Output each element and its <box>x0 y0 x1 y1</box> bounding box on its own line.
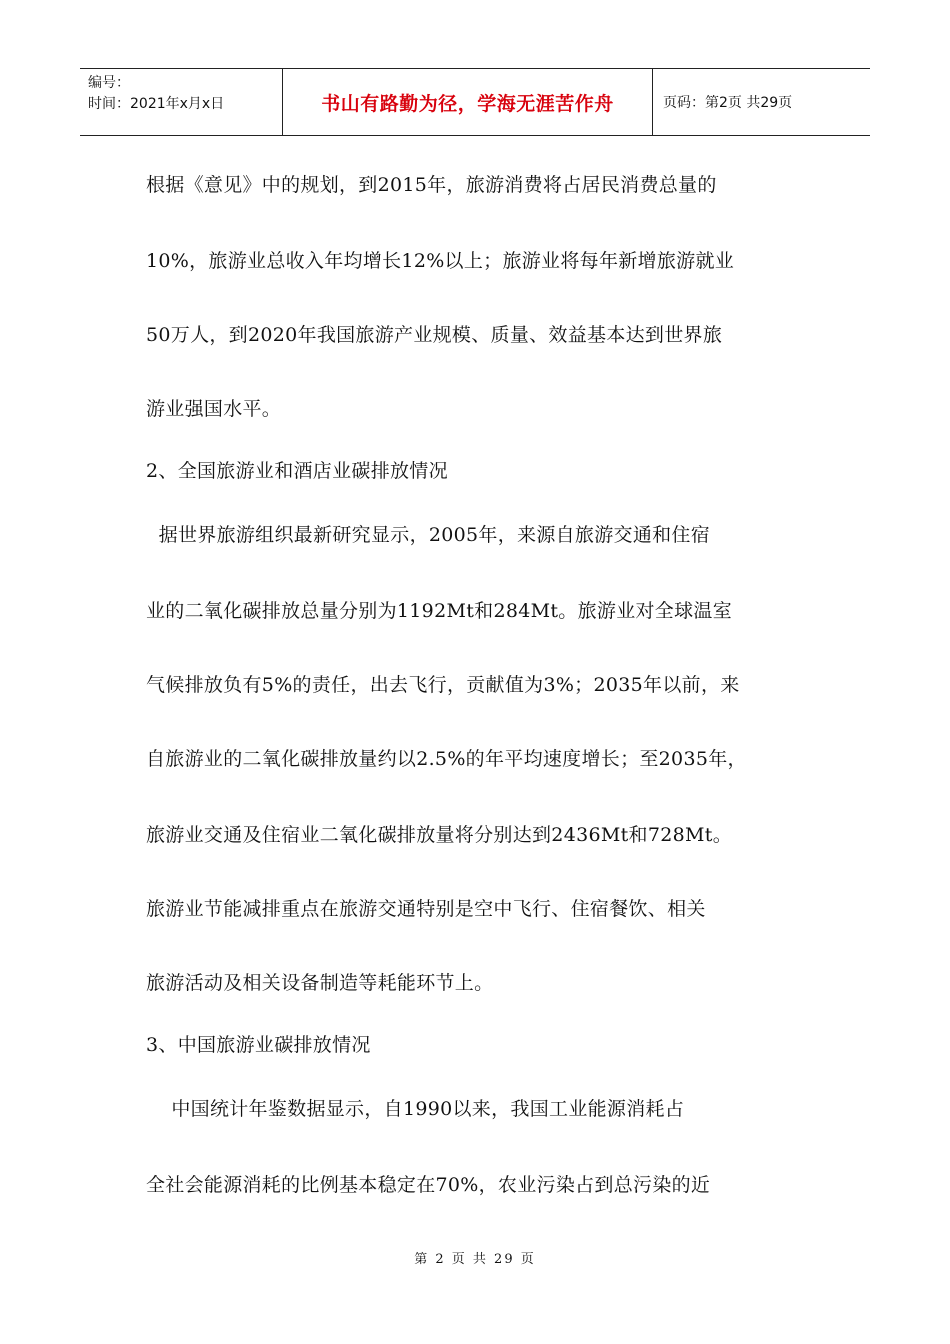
header-number-label: 编号： <box>88 75 130 91</box>
body-line: 旅游活动及相关设备制造等耗能环节上。 <box>146 972 494 994</box>
body-line: 自旅游业的二氧化碳排放量约以2.5%的年平均速度增长；至2035年， <box>146 748 747 770</box>
body-line: 业的二氧化碳排放总量分别为1192Mt和284Mt。旅游业对全球温室 <box>146 600 732 622</box>
body-line: 据世界旅游组织最新研究显示，2005年，来源自旅游交通和住宿 <box>146 524 711 546</box>
body-line: 全社会能源消耗的比例基本稳定在70%，农业污染占到总污染的近 <box>146 1174 711 1196</box>
body-line: 旅游业交通及住宿业二氧化碳排放量将分别达到2436Mt和728Mt。 <box>146 824 732 846</box>
header-page-info: 页码：第2页 共29页 <box>663 95 793 111</box>
body-line: 中国统计年鉴数据显示，自1990以来，我国工业能源消耗占 <box>146 1098 685 1120</box>
header-time-label: 时间：2021年x月x日 <box>88 96 225 112</box>
body-line: 气候排放负有5%的责任，出去飞行，贡献值为3%；2035年以前，来 <box>146 674 740 696</box>
body-line: 50万人，到2020年我国旅游产业规模、质量、效益基本达到世界旅 <box>146 324 723 346</box>
body-line: 10%，旅游业总收入年均增长12%以上；旅游业将每年新增旅游就业 <box>146 250 735 272</box>
section-heading: 2、全国旅游业和酒店业碳排放情况 <box>146 460 448 482</box>
section-heading: 3、中国旅游业碳排放情况 <box>146 1034 371 1056</box>
document-header <box>80 68 870 136</box>
body-line: 游业强国水平。 <box>146 398 282 420</box>
header-motto: 书山有路勤为径，学海无涯苦作舟 <box>283 69 653 135</box>
body-line: 旅游业节能减排重点在旅游交通特别是空中飞行、住宿餐饮、相关 <box>146 898 706 920</box>
page-footer: 第 2 页 共 29 页 <box>414 1252 536 1267</box>
header-meta-cell <box>80 69 283 135</box>
body-line: 根据《意见》中的规划，到2015年，旅游消费将占居民消费总量的 <box>146 174 717 196</box>
